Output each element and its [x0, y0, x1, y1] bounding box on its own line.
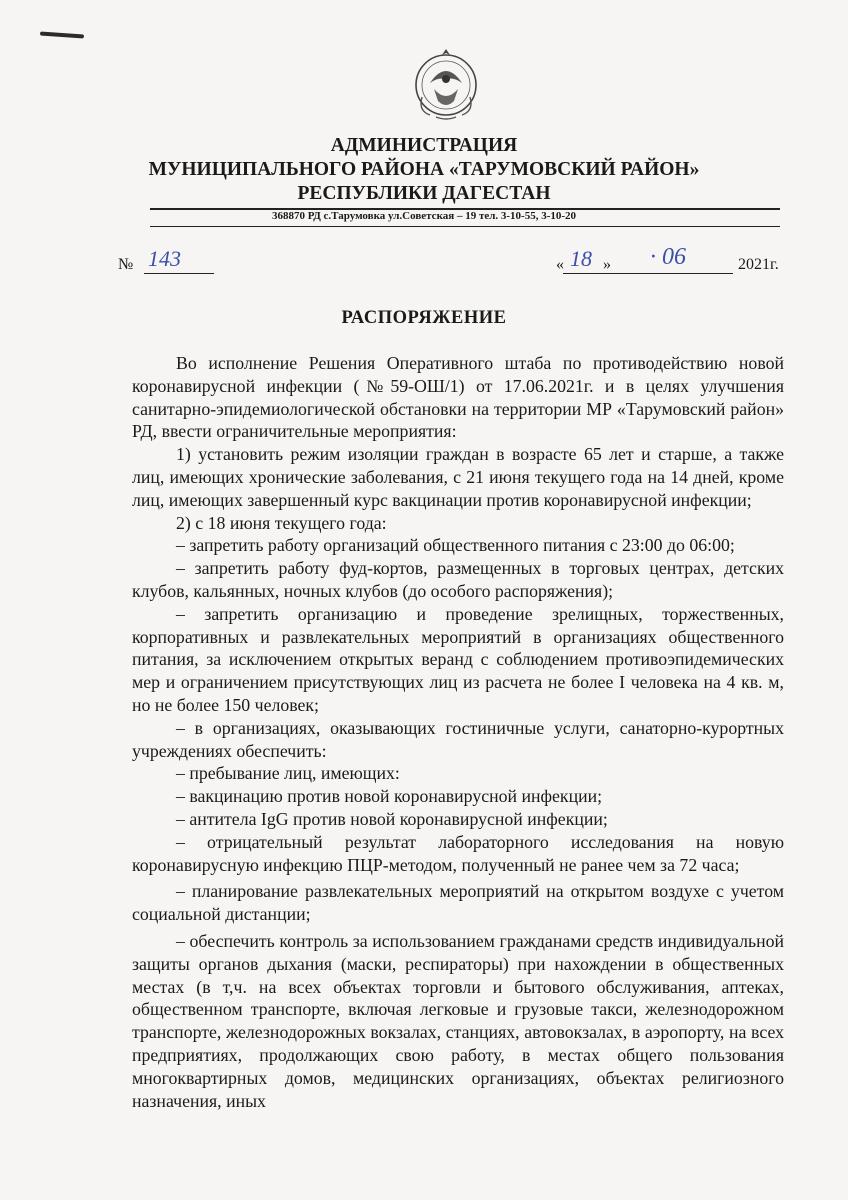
- document-body: [132, 352, 784, 1112]
- number-underline: [144, 273, 214, 274]
- body-paragraph: 1) установить режим изоляции граждан в возрасте 65 лет и старше, а также лиц, имеющих хронические заболевания, с 21 июня текущего года на 14 дней, кроме лиц, имеющих завершенный курс вакцинации против коронавирусной инфекции;: [132, 444, 784, 510]
- body-paragraph: – пребывание лиц, имеющих:: [176, 763, 400, 784]
- body-paragraph: – вакцинацию против новой коронавирусной инфекции;: [176, 786, 603, 807]
- body-paragraph: – обеспечить контроль за использованием гражданами средств индивидуальной защиты органов дыхания (маски, респираторы) при нахождении в общественных местах (в т,ч. на всех объектах торговли и бытового обслуживания, аптеках, общественном транспорте, включая легковые и грузовые такси, железнодорожном транспорте, железнодорожных вокзалах, станциях, автовокзалах, в аэропорту, на всех предприятиях, продолжающих свою работу, в местах общего пользования многоквартирных домов, медицинских организациях, объектах религиозного назначения, иных: [132, 930, 784, 1111]
- body-paragraph: – запретить работу организаций общественного питания с 23:00 до 06:00;: [176, 535, 735, 556]
- date-year: 2021г.: [738, 256, 779, 273]
- date-quote-open: «: [556, 256, 564, 273]
- number-label: №: [118, 256, 134, 273]
- coat-of-arms-emblem: [410, 45, 482, 123]
- body-paragraph: Во исполнение Решения Оперативного штаба по противодействию новой коронавирусной инфекции (№59-ОШ/1) от 17.06.2021г. и в целях улучшения санитарно-эпидемиологической обстановки на территории МР «Тарумовский район» РД, ввести ограничительные мероприятия:: [132, 353, 784, 442]
- body-paragraph: – запретить работу фуд-кортов, размещенных в торговых центрах, детских клубов, кальянных, ночных клубов (до особого распоряжения);: [132, 558, 784, 601]
- number-date-row: [118, 244, 798, 278]
- date-day: 18: [570, 246, 592, 271]
- body-paragraph: – планирование развлекательных мероприятий на открытом воздухе с учетом социальной дистанции;: [132, 881, 784, 925]
- body-paragraph: – в организациях, оказывающих гостиничные услуги, санаторно-курортных учреждениях обеспечить:: [132, 717, 784, 761]
- document-number: 143: [148, 246, 181, 271]
- header-rule-bottom: [150, 226, 780, 227]
- date-month: · 06: [650, 244, 686, 270]
- body-paragraph: – антитела IgG против новой коронавирусной инфекции;: [176, 808, 608, 829]
- header-title-1: АДМИНИСТРАЦИЯ: [330, 135, 518, 156]
- body-paragraph: 2) с 18 июня текущего года:: [176, 512, 387, 533]
- scan-artifact: [40, 31, 84, 38]
- document-title: РАСПОРЯЖЕНИЕ: [341, 308, 507, 328]
- date-underline: [563, 273, 733, 274]
- date-quote-close: »: [603, 256, 611, 273]
- header-title-3: РЕСПУБЛИКИ ДАГЕСТАН: [297, 183, 551, 204]
- header-title-2: МУНИЦИПАЛЬНОГО РАЙОНА «ТАРУМОВСКИЙ РАЙОН»: [148, 159, 700, 180]
- header-address: 368870 РД с.Тарумовка ул.Советская – 19 тел. 3-10-55, 3-10-20: [271, 210, 577, 222]
- body-paragraph: – отрицательный результат лабораторного исследования на новую коронавирусную инфекцию ПЦР-методом, полученный не ранее чем за 72 часа;: [132, 831, 784, 875]
- body-paragraph: – запретить организацию и проведение зрелищных, торжественных, корпоративных и развлекательных мероприятий в организациях общественного питания, за исключением открытых веранд с соблюдением противоэпидемических мер и ограничением присутствующих лиц из расчета не более I человека на 4 кв. м, но не более 150 человек;: [132, 603, 784, 715]
